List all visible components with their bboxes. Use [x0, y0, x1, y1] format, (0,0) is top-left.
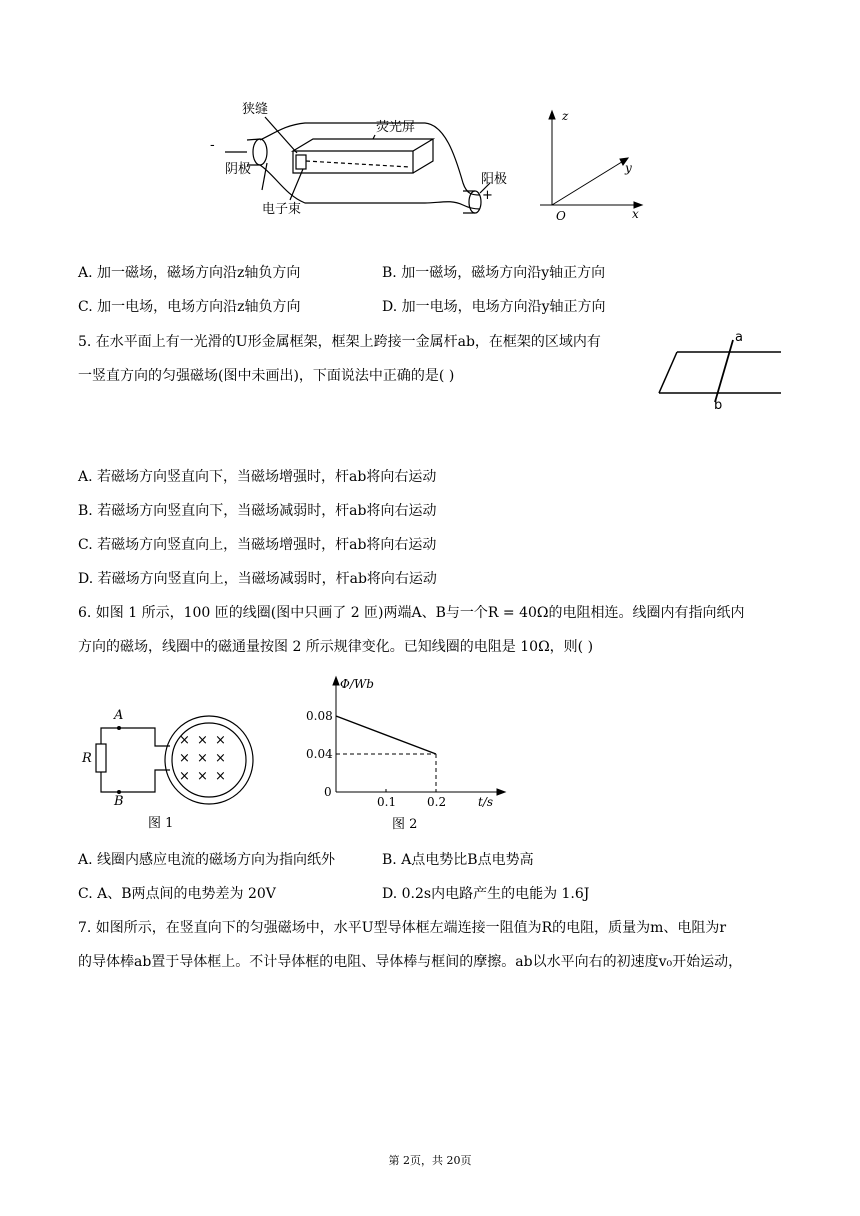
chart-caption: 图 2: [392, 817, 418, 832]
q5-option-d: D. 若磁场方向竖直向上，当磁场减弱时，杆ab将向右运动: [78, 571, 437, 587]
chart-origin-label: 0: [324, 785, 332, 799]
label-plus: +: [482, 188, 493, 203]
page-footer: 第 2页，共 20页: [388, 1154, 472, 1167]
cross-mark: ×: [179, 733, 190, 748]
chart-x-label: t/s: [478, 795, 494, 809]
q5-option-a: A. 若磁场方向竖直向下，当磁场增强时，杆ab将向右运动: [78, 469, 437, 485]
q5-stem-line1: 5. 在水平面上有一光滑的U形金属框架，框架上跨接一金属杆ab，在框架的区域内有: [78, 334, 601, 350]
q6-option-b: B. A点电势比B点电势高: [382, 852, 534, 868]
q7-stem-line2: 的导体棒ab置于导体框上。不计导体框的电阻、导体棒与框间的摩擦。ab以水平向右的初速度v₀开始运动，: [78, 954, 743, 970]
chart-y-label: Φ/Wb: [340, 677, 374, 691]
label-fluorescent-screen: 荧光屏: [376, 120, 416, 135]
q6-option-c: C. A、B两点间的电势差为 20V: [78, 886, 276, 902]
cross-mark: ×: [197, 769, 208, 784]
coil-circuit-figure: [75, 700, 275, 810]
flux-time-chart: [300, 672, 520, 842]
q6-option-d: D. 0.2s内电路产生的电能为 1.6J: [382, 886, 590, 902]
q4-option-c: C. 加一电场，电场方向沿z轴负方向: [78, 299, 301, 315]
axis-label-origin: O: [556, 209, 566, 223]
y-tick-label: 0.08: [306, 709, 333, 723]
label-resistor-r: R: [82, 751, 92, 766]
q5-stem-line2: 一竖直方向的匀强磁场(图中未画出)，下面说法中正确的是( ): [78, 368, 455, 384]
q5-option-b: B. 若磁场方向竖直向下，当磁场减弱时，杆ab将向右运动: [78, 503, 437, 519]
axis-label-z: z: [562, 109, 569, 123]
figure1-caption: 图 1: [148, 816, 174, 831]
q6-option-a: A. 线圈内感应电流的磁场方向为指向纸外: [78, 852, 336, 868]
cross-mark: ×: [197, 733, 208, 748]
magnetic-field-crosses: [179, 733, 226, 784]
q4-option-a: A. 加一磁场，磁场方向沿z轴负方向: [78, 265, 301, 281]
y-tick-label: 0.04: [306, 747, 333, 761]
q6-stem-line1: 6. 如图 1 所示，100 匝的线圈(图中只画了 2 匝)两端A、B与一个R = 40Ω的电阻相连。线圈内有指向纸内: [78, 605, 745, 621]
cross-mark: ×: [215, 769, 226, 784]
label-minus: -: [210, 138, 215, 153]
label-electron-beam: 电子束: [262, 202, 302, 217]
label-slit: 狭缝: [242, 102, 269, 117]
label-rod-a: a: [735, 330, 743, 345]
cross-mark: ×: [179, 769, 190, 784]
q4-option-b: B. 加一磁场，磁场方向沿y轴正方向: [382, 265, 606, 281]
q7-stem-line1: 7. 如图所示，在竖直向下的匀强磁场中，水平U型导体框左端连接一阻值为R的电阻，质量为m、电阻为r: [78, 920, 727, 936]
x-tick-label: 0.2: [427, 795, 447, 809]
axis-label-y: y: [625, 161, 632, 175]
axis-label-x: x: [632, 207, 639, 221]
flux-series-line: [336, 716, 436, 754]
label-anode: 阳极: [481, 172, 508, 187]
cross-mark: ×: [215, 751, 226, 766]
label-point-a: A: [114, 708, 124, 723]
label-cathode: 阴极: [225, 162, 252, 177]
label-point-b: B: [114, 794, 124, 809]
label-rod-b: b: [714, 398, 723, 413]
cross-mark: ×: [215, 733, 226, 748]
cross-mark: ×: [197, 751, 208, 766]
cross-mark: ×: [179, 751, 190, 766]
q5-option-c: C. 若磁场方向竖直向上，当磁场增强时，杆ab将向右运动: [78, 537, 437, 553]
q4-option-d: D. 加一电场，电场方向沿y轴正方向: [382, 299, 606, 315]
x-tick-label: 0.1: [377, 795, 397, 809]
q6-stem-line2: 方向的磁场，线圈中的磁通量按图 2 所示规律变化。已知线圈的电阻是 10Ω，则( ): [78, 639, 594, 655]
